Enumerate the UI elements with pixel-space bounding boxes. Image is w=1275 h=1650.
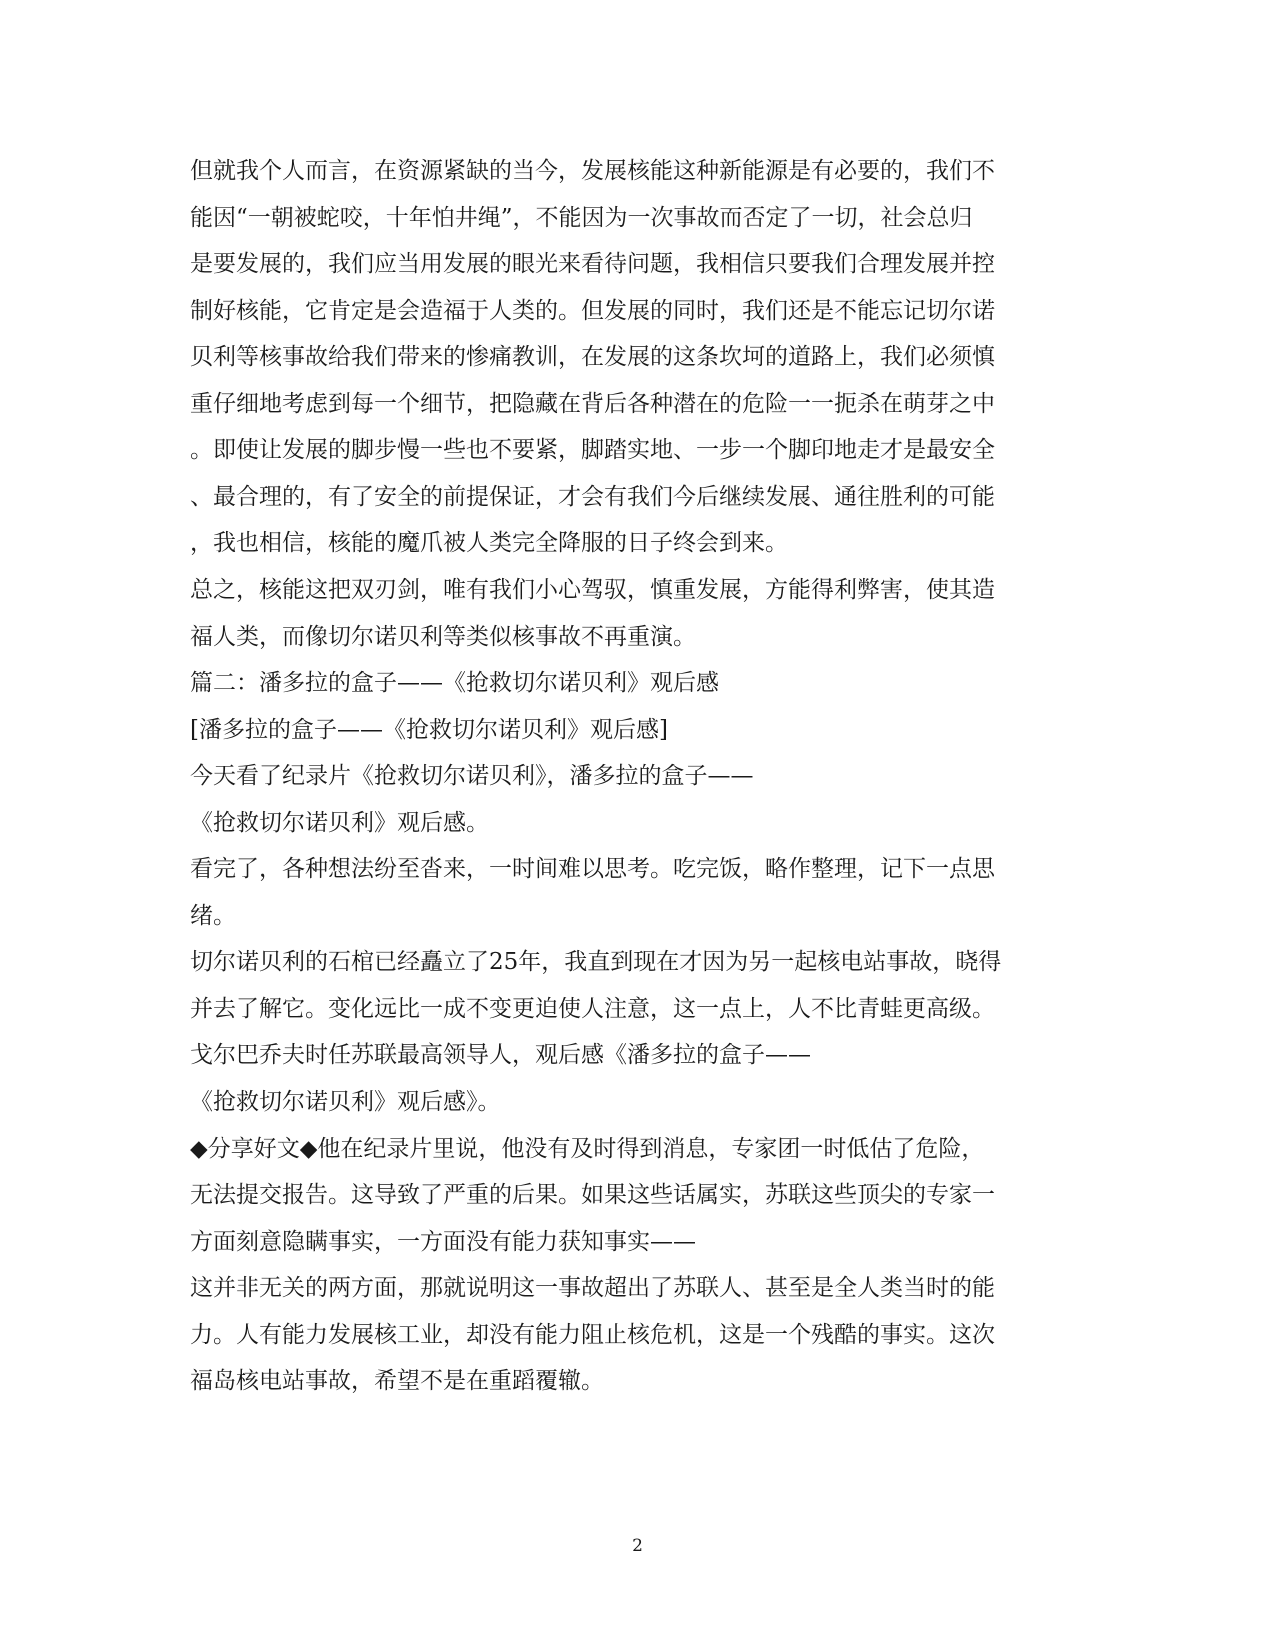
text-line: 篇二：潘多拉的盒子——《抢救切尔诺贝利》观后感	[190, 670, 719, 696]
text-line: [潘多拉的盒子——《抢救切尔诺贝利》观后感]	[190, 717, 668, 743]
text-line: ，我也相信，核能的魔爪被人类完全降服的日子终会到来。	[190, 530, 788, 556]
text-line: 但就我个人而言，在资源紧缺的当今，发展核能这种新能源是有必要的，我们不	[190, 158, 995, 184]
text-line: 、最合理的，有了安全的前提保证，才会有我们今后继续发展、通往胜利的可能	[190, 484, 995, 510]
text-line: 无法提交报告。这导致了严重的后果。如果这些话属实，苏联这些顶尖的专家一	[190, 1182, 995, 1208]
text-line: 并去了解它。变化远比一成不变更迫使人注意，这一点上，人不比青蛙更高级。	[190, 996, 995, 1022]
page-number: 2	[632, 1536, 643, 1556]
text-line: 福岛核电站事故，希望不是在重蹈覆辙。	[190, 1368, 604, 1394]
text-line: 方面刻意隐瞒事实，一方面没有能力获知事实——	[190, 1229, 696, 1255]
text-line: 。即使让发展的脚步慢一些也不要紧，脚踏实地、一步一个脚印地走才是最安全	[190, 437, 995, 463]
text-line: 力。人有能力发展核工业，却没有能力阻止核危机，这是一个残酷的事实。这次	[190, 1322, 995, 1348]
text-line: 福人类，而像切尔诺贝利等类似核事故不再重演。	[190, 624, 696, 650]
text-line: 《抢救切尔诺贝利》观后感。	[190, 810, 489, 836]
text-line: 贝利等核事故给我们带来的惨痛教训，在发展的这条坎坷的道路上，我们必须慎	[190, 344, 995, 370]
text-line: 这并非无关的两方面，那就说明这一事故超出了苏联人、甚至是全人类当时的能	[190, 1275, 995, 1301]
text-line: 看完了，各种想法纷至沓来，一时间难以思考。吃完饭，略作整理，记下一点思	[190, 856, 995, 882]
text-line: 是要发展的，我们应当用发展的眼光来看待问题，我相信只要我们合理发展并控	[190, 251, 995, 277]
text-line: 今天看了纪录片《抢救切尔诺贝利》，潘多拉的盒子——	[190, 763, 754, 789]
text-line: 绪。	[190, 903, 236, 929]
text-line: 重仔细地考虑到每一个细节，把隐藏在背后各种潜在的危险一一扼杀在萌芽之中	[190, 391, 995, 417]
text-line: 《抢救切尔诺贝利》观后感》。	[190, 1089, 501, 1115]
text-line: ◆分享好文◆他在纪录片里说，他没有及时得到消息，专家团一时低估了危险，	[190, 1136, 985, 1162]
text-line: 总之，核能这把双刃剑，唯有我们小心驾驭，慎重发展，方能得利弊害，使其造	[190, 577, 995, 603]
text-line: 戈尔巴乔夫时任苏联最高领导人，观后感《潘多拉的盒子——	[190, 1042, 811, 1068]
text-line: 切尔诺贝利的石棺已经矗立了25年，我直到现在才因为另一起核电站事故，晓得	[190, 949, 1002, 975]
text-line: 能因“一朝被蛇咬，十年怕井绳”，不能因为一次事故而否定了一切，社会总归	[190, 205, 973, 231]
text-line: 制好核能，它肯定是会造福于人类的。但发展的同时，我们还是不能忘记切尔诺	[190, 298, 995, 324]
